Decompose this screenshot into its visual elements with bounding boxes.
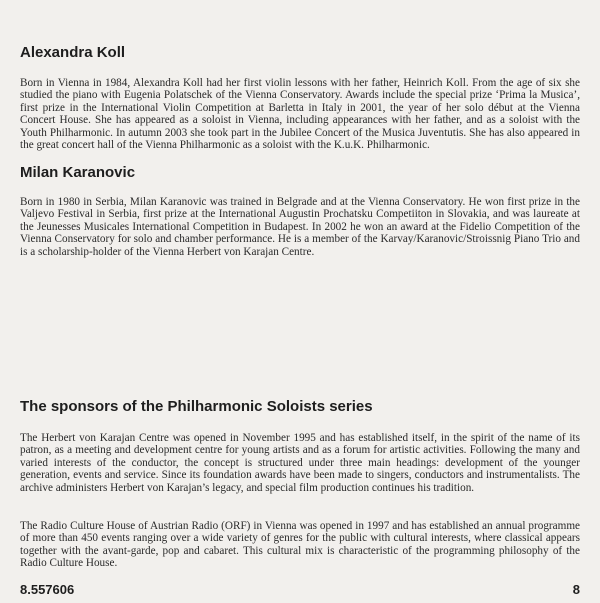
heading-milan-karanovic: Milan Karanovic	[20, 164, 136, 181]
sponsor-paragraph-radio-culture-house: The Radio Culture House of Austrian Radio (ORF) in Vienna was opened in 1997 and has established an annual programme of more than 450 events ranging over a wide variety of genres for the public with cultural interests, where classical appears together with the avant-garde, pop and cabaret. This cultural mix is characteristic of the programming philosophy of the Radio Culture House.	[20, 520, 580, 570]
page-number: 8	[572, 582, 580, 597]
sponsor-paragraph-karajan-centre: The Herbert von Karajan Centre was opened in November 1995 and has established itself, in the spirit of the name of its patron, as a meeting and development centre for young artists and as a forum for artistic activities. Following the many and varied interests of the conductor, the concept is structured under three main headings: development of the younger generation, events and service. Since its foundation awards have been made to singers, conductors and instrumentalists. The archive administers Herbert von Karajan’s legacy, and special film production continues his tradition.	[20, 432, 580, 494]
bio-alexandra-koll: Born in Vienna in 1984, Alexandra Koll had her first violin lessons with her father, Heinrich Koll. From the age of six she studied the piano with Eugenia Polatschek of the Vienna Conservatory. Awards include the special prize ‘Prima la Musica’, first prize in the International Violin Competition at Barletta in Italy in 2001, the year of her solo début at the Vienna Concert House. She has appeared as a soloist in Vienna, including appearances with her father, and as a soloist with the Youth Philharmonic. In autumn 2003 she took part in the Jubilee Concert of the Musica Juventutis. She has also appeared in the great concert hall of the Vienna Philharmonic as a soloist with the K.u.K. Philharmonic.	[20, 77, 580, 152]
heading-sponsors: The sponsors of the Philharmonic Soloists series	[20, 398, 373, 415]
bio-milan-karanovic: Born in 1980 in Serbia, Milan Karanovic was trained in Belgrade and at the Vienna Conservatory. He won first prize in the Valjevo Festival in Serbia, first prize at the International Augustin Prochatsku Competiiton in Slovakia, and was laureate at the Jeunesses Musicales International Competition in Budapest. In 2002 he won an award at the Fidelio Competition of the Vienna Conservatory for solo and chamber performance. He is a member of the Karvay/Karanovic/Stroissnig Piano Trio and is a scholarship-holder of the Vienna Herbert von Karajan Centre.	[20, 196, 580, 258]
catalogue-number: 8.557606	[20, 582, 75, 597]
heading-alexandra-koll: Alexandra Koll	[20, 44, 126, 61]
